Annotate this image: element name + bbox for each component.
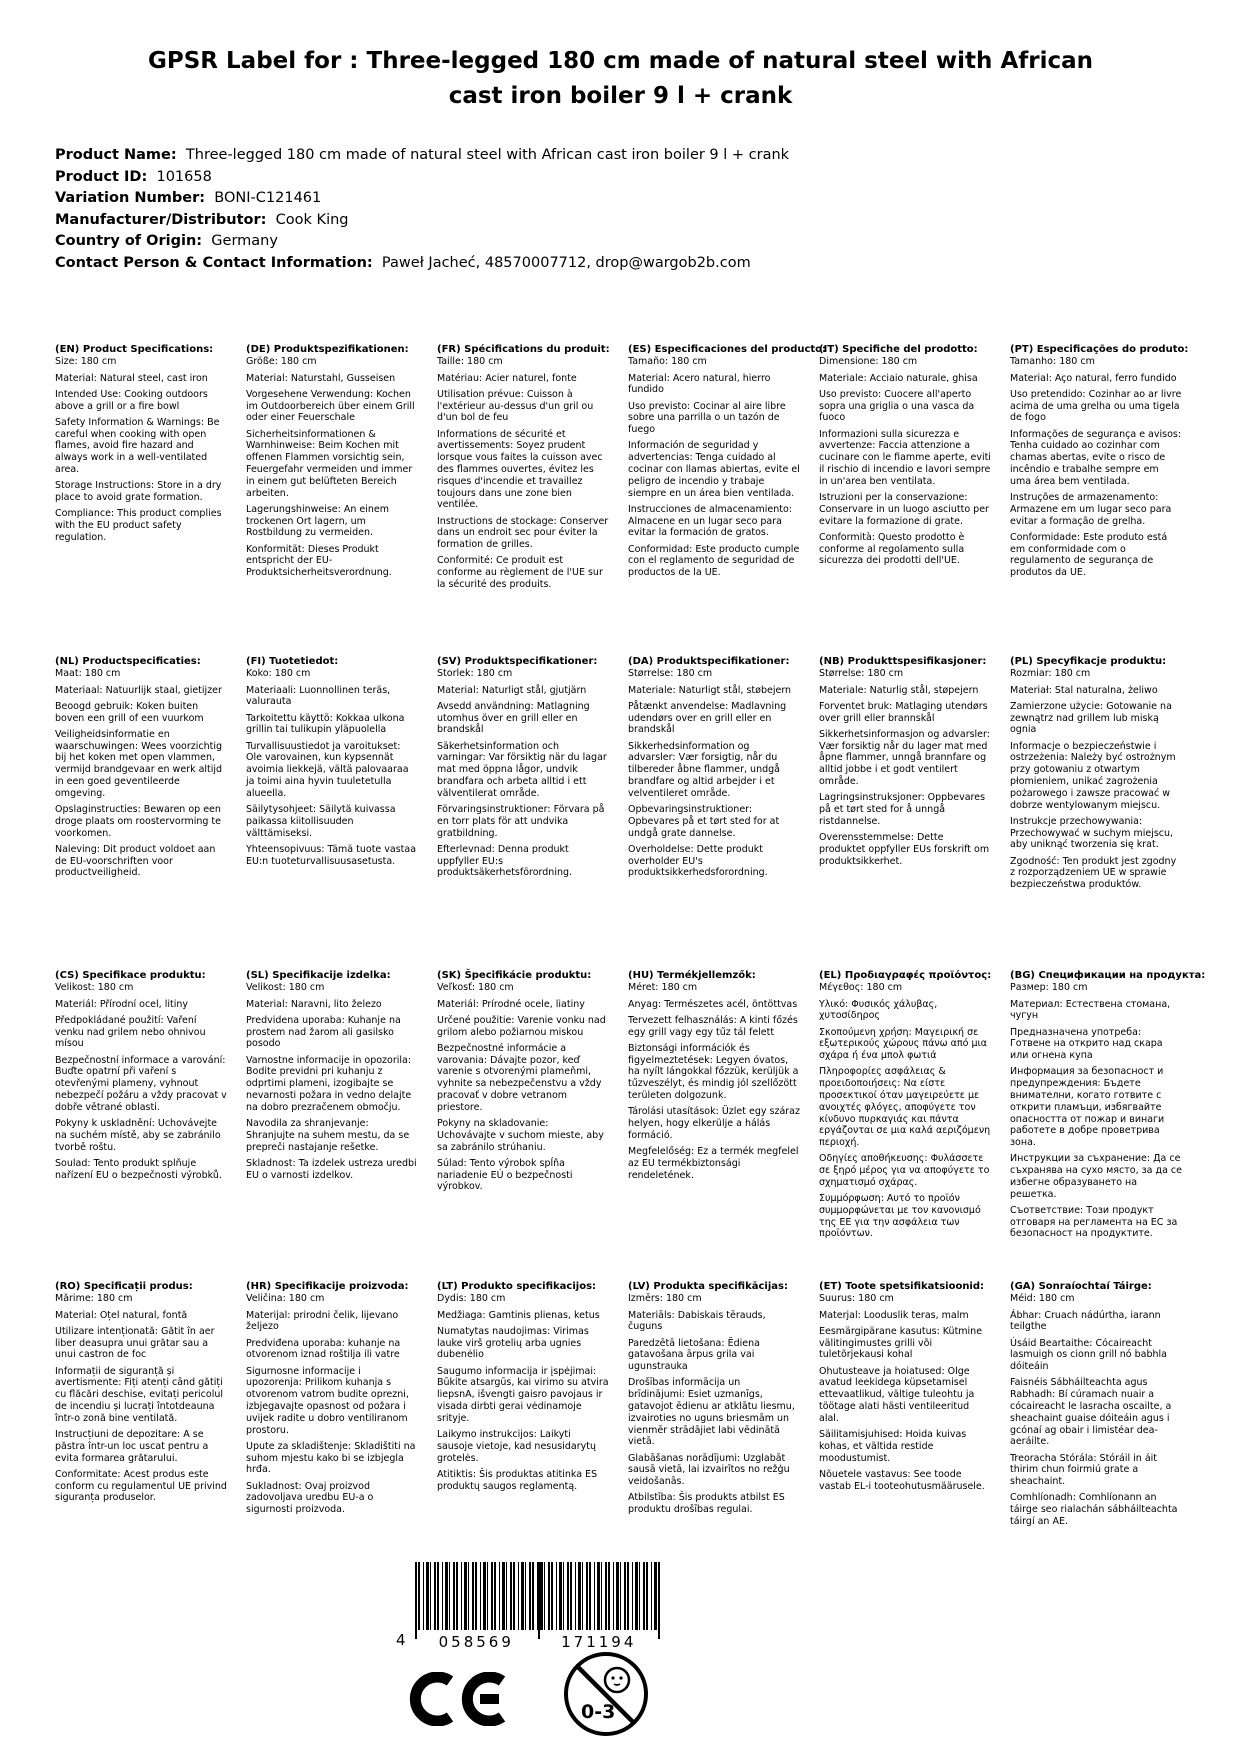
spec-paragraph: Varnostne informacije in opozorila: Bodite previdni pri kuhanju z odprtimi plameni, izogibajte se nevarnosti požara in vedno delajte na dobro prezračenem območju. [246, 1054, 412, 1113]
spec-paragraph: Opslaginstructies: Bewaren op een droge plaats om roostervorming te voorkomen. [55, 804, 221, 839]
info-value: Paweł Jacheć, 48570007712, drop@wargob2b.com [372, 254, 751, 271]
spec-paragraph: Uso previsto: Cocinar al aire libre sobre una parrilla o un tazón de fuego [628, 400, 786, 436]
spec-paragraph: Nõuetele vastavus: See toode vastab EL-i tooteohutusmäärusele. [819, 1468, 985, 1492]
spec-paragraph: Intended Use: Cooking outdoors above a grill or a fire bowl [55, 388, 208, 412]
spec-paragraph: Vorgesehene Verwendung: Kochen im Outdoorbereich über einem Grill oder einer Feuerschale [246, 388, 415, 424]
spec-paragraph: Säkerhetsinformation och varningar: Var försiktig när du lagar mat med öppna lågor, undvik brandfara och arbeta alltid i ett välventilerat område. [437, 740, 607, 799]
spec-paragraph: Predvidena uporaba: Kuhanje na prostem nad žarom ali gasilsko posodo [246, 1014, 401, 1050]
language-block-heading: (FI) Tuotetiedot: [246, 656, 339, 667]
spec-paragraph: Compliance: This product complies with the EU product safety regulation. [55, 508, 222, 543]
spec-paragraph: Material: Naturligt stål, gjutjärn [437, 684, 587, 696]
spec-paragraph: Material: Oțel natural, fontă [55, 1309, 188, 1321]
language-block-heading: (SL) Specifikacije izdelka: [246, 970, 391, 981]
language-block-heading: (LT) Produkto specifikacijos: [437, 1281, 597, 1292]
age-warning-label: 0-3 [581, 1701, 616, 1723]
spec-paragraph: Matériau: Acier naturel, fonte [437, 372, 577, 384]
spec-paragraph: Tamanho: 180 cm [1010, 356, 1095, 368]
language-block-sv [437, 656, 609, 970]
spec-paragraph: Размер: 180 cm [1010, 982, 1088, 994]
spec-paragraph: Förvaringsinstruktioner: Förvara på en torr plats för att undvika gratbildning. [437, 804, 605, 839]
spec-paragraph: Mărime: 180 cm [55, 1293, 133, 1305]
info-value: Germany [202, 233, 278, 249]
spec-paragraph: Předpokládané použití: Vaření venku nad grilem nebo ohnivou mísou [55, 1014, 206, 1050]
spec-paragraph: Ábhar: Cruach nádúrtha, iarann teilgthe [1010, 1309, 1161, 1333]
language-block-heading: (PL) Specyfikacje produktu: [1010, 656, 1167, 667]
spec-paragraph: Istruzioni per la conservazione: Conservare in un luogo asciutto per evitare la formazione di grate. [819, 492, 989, 527]
barcode-digits [396, 1631, 660, 1651]
spec-paragraph: Säilytysohjeet: Säilytä kuivassa paikassa kiitollisuuden välttämiseksi. [246, 804, 396, 839]
ce-mark-icon [406, 1672, 510, 1726]
barcode-guard-right [658, 1562, 660, 1639]
spec-paragraph: Informations de sécurité et avertissements: Soyez prudent lorsque vous faites la cuisson avec des flammes ouvertes, évitez les risques d'incendie et travaillez toujours dans une zone bien ventilée. [437, 428, 603, 511]
spec-paragraph: Upute za skladištenje: Skladištiti na suhom mjestu kako bi se izbjegla hrđa. [246, 1440, 416, 1476]
language-block-heading: (IT) Specifiche del prodotto: [819, 344, 978, 355]
language-block-pt [1010, 344, 1189, 656]
spec-paragraph: Conformidade: Este produto está em conformidade com o regulamento de segurança de produtos da UE. [1010, 531, 1168, 579]
spec-paragraph: Instrukcje przechowywania: Przechowywać w suchym miejscu, aby uniknąć tworzenia się krat. [1010, 815, 1174, 851]
spec-paragraph: Pokyny k uskladnění: Uchovávejte na suchém místě, aby se zabránilo tvorbě roštu. [55, 1118, 221, 1153]
spec-paragraph: Sikkerhedsinformation og advarsler: Vær forsigtig, når du tilbereder åbne flammer, undgå brandfare og altid arbejder i et velventileret område. [628, 740, 780, 799]
info-field [55, 145, 1201, 167]
spec-paragraph: Dimensione: 180 cm [819, 356, 918, 368]
page-title: GPSR Label for : Three-legged 180 cm made of natural steel with African cast iron boiler 9 l + crank [148, 48, 1093, 109]
spec-paragraph: Conformità: Questo prodotto è conforme al regolamento sulla sicurezza dei prodotti dell'UE. [819, 531, 965, 567]
spec-paragraph: Conformitate: Acest produs este conform cu regulamentul UE privind siguranța produselor. [55, 1468, 227, 1504]
spec-paragraph: Utilisation prévue: Cuisson à l'extérieur au-dessus d'un gril ou d'un bol de feu [437, 388, 594, 424]
info-value: 101658 [147, 168, 212, 185]
spec-paragraph: Maat: 180 cm [55, 668, 121, 680]
spec-paragraph: Σκοπούμενη χρήση: Μαγειρική σε εξωτερικούς χώρους πάνω από μια σχάρα ή ένα μπολ φωτιά [819, 1026, 987, 1062]
spec-paragraph: Tervezett felhasználás: A kinti főzés egy grill vagy egy tűz tál felett [628, 1014, 798, 1038]
language-block-sk [437, 970, 609, 1281]
language-block-heading: (EL) Προδιαγραφές προϊόντος: [819, 970, 992, 981]
spec-paragraph: Materiale: Acciaio naturale, ghisa [819, 372, 978, 384]
spec-paragraph: Veiligheidsinformatie en waarschuwingen: Wees voorzichtig bij het koken met open vlammen, vermijd brandgevaar en werk altijd in een goed geventileerde omgeving. [55, 728, 223, 799]
language-block-hu [628, 970, 800, 1281]
spec-paragraph: Uso previsto: Cuocere all'aperto sopra una griglia o una vasca da fuoco [819, 388, 975, 424]
spec-paragraph: Uso pretendido: Cozinhar ao ar livre acima de uma grelha ou uma tigela de fogo [1010, 388, 1182, 424]
language-block-heading: (GA) Sonraíochtaí Táirge: [1010, 1281, 1152, 1292]
language-block-heading: (EN) Product Specifications: [55, 344, 214, 355]
spec-paragraph: Určené použitie: Varenie vonku nad grilom alebo požiarnou miskou [437, 1014, 606, 1038]
language-block-heading: (FR) Spécifications du produit: [437, 344, 610, 355]
spec-paragraph: Rozmiar: 180 cm [1010, 668, 1091, 680]
spec-paragraph: Glabāšanas norādījumi: Uzglabāt sausā vietā, lai izvairītos no režģu veidošanās. [628, 1452, 790, 1488]
info-label: Product Name: [55, 147, 177, 163]
spec-paragraph: Pokyny na skladovanie: Uchovávajte v suchom mieste, aby sa zabránilo strúhaniu. [437, 1118, 604, 1153]
spec-paragraph: Atitiktis: Šis produktas atitinka ES produktų saugos reglamentą. [437, 1468, 598, 1492]
language-block-heading: (LV) Produkta specifikācijas: [628, 1281, 788, 1292]
info-value: Three-legged 180 cm made of natural steel with African cast iron boiler 9 l + crank [176, 147, 790, 163]
spec-paragraph: Lagerungshinweise: An einem trockenen Ort lagern, um Rostbildung zu vermeiden. [246, 503, 390, 539]
spec-paragraph: Skladnost: Ta izdelek ustreza uredbi EU o varnosti izdelkov. [246, 1157, 417, 1181]
spec-paragraph: Sikkerhetsinformasjon og advarsler: Vær forsiktig når du lager mat med åpne flammer, unngå brannfare og alltid jobbe i et godt ventilert område. [819, 728, 990, 788]
spec-paragraph: Comhlíonadh: Comhlíonann an táirge seo rialachán sábháilteachta táirgí an AE. [1010, 1492, 1178, 1527]
spec-paragraph: Tamaño: 180 cm [628, 356, 707, 368]
language-block-lv [628, 1281, 800, 1528]
language-block-el [819, 970, 991, 1281]
spec-paragraph: Información de seguridad y advertencias: Tenga cuidado al cocinar con llamas abiertas, evite el peligro de incendio y trabaje siempre en un área bien ventilada. [628, 440, 800, 499]
spec-paragraph: Suurus: 180 cm [819, 1293, 894, 1305]
language-block-bg [1010, 970, 1206, 1281]
spec-paragraph: Påtænkt anvendelse: Madlavning udendørs over en grill eller en brandskål [628, 700, 787, 736]
info-field [55, 210, 1201, 232]
spec-paragraph: Safety Information & Warnings: Be careful when cooking with open flames, avoid fire hazard and always work in a well-ventilated area. [55, 416, 220, 476]
spec-paragraph: Avsedd användning: Matlagning utomhus över en grill eller en brandskål [437, 700, 590, 736]
spec-paragraph: Overholdelse: Dette produkt overholder EU's produktsikkerhedsforordning. [628, 843, 768, 879]
spec-paragraph: Conformidad: Este producto cumple con el reglamento de seguridad de productos de la UE. [628, 543, 800, 579]
language-block-pl [1010, 656, 1182, 970]
language-block-es [628, 344, 827, 656]
language-block-fi [246, 656, 418, 970]
barcode-bars-icon [415, 1562, 660, 1630]
spec-paragraph: Material: Naturstahl, Gusseisen [246, 372, 396, 384]
language-block-heading: (SK) Špecifikácie produktu: [437, 970, 592, 981]
language-block-ga [1010, 1281, 1182, 1528]
spec-paragraph: Ohutusteave ja hoiatused: Olge avatud leekidega küpsetamisel ettevaatlikud, vältige tuleohtu ja töötage alati hästi ventileeritud alal. [819, 1365, 975, 1424]
spec-paragraph: Materiál: Přírodní ocel, litiny [55, 998, 188, 1010]
spec-paragraph: Forventet bruk: Matlaging utendørs over grill eller brannskål [819, 700, 988, 724]
spec-paragraph: Sukladnost: Ovaj proizvod zadovoljava uredbu EU-a o sigurnosti proizvoda. [246, 1480, 374, 1516]
spec-paragraph: Numatytas naudojimas: Virimas lauke virš grotelių arba ugnies dubenėlio [437, 1325, 589, 1361]
spec-paragraph: Yhteensopivuus: Tämä tuote vastaa EU:n tuoteturvallisuusasetusta. [246, 843, 417, 867]
spec-paragraph: Material: Natural steel, cast iron [55, 372, 208, 384]
spec-paragraph: Tarkoitettu käyttö: Kokkaa ulkona grillin tai tulikupin yläpuolella [246, 712, 405, 736]
spec-paragraph: Predviđena uporaba: kuhanje na otvorenom iznad roštilja ili vatre [246, 1337, 401, 1361]
spec-paragraph: Zamierzone użycie: Gotowanie na zewnątrz nad grillem lub miską ognia [1010, 700, 1172, 736]
language-block-nl [55, 656, 227, 970]
spec-paragraph: Laikymo instrukcijos: Laikyti sausoje vietoje, kad nesusidarytų grotelės. [437, 1429, 596, 1464]
info-label: Contact Person & Contact Information: [55, 254, 373, 271]
spec-paragraph: Instrucțiuni de depozitare: A se păstra într-un loc uscat pentru a evita formarea grătarului. [55, 1429, 209, 1464]
spec-paragraph: Eesmärgipärane kasutus: Kütmine välitingimustes grilli või tuletõrjekausi kohal [819, 1325, 983, 1361]
spec-paragraph: Velikost: 180 cm [246, 982, 325, 994]
info-label: Variation Number: [55, 190, 206, 206]
spec-paragraph: Instrucciones de almacenamiento: Almacene en un lugar seco para evitar la formación de gratos. [628, 503, 792, 539]
language-block-nb [819, 656, 991, 970]
info-value: BONI-C121461 [205, 190, 322, 206]
language-block-fr [437, 344, 609, 656]
language-block-heading: (HR) Specifikacije proizvoda: [246, 1281, 409, 1292]
info-field [55, 167, 1201, 189]
spec-paragraph: Materjal: Looduslik teras, malm [819, 1309, 969, 1321]
spec-paragraph: Съответствие: Този продукт отговаря на регламента на ЕС за безопасност на продуктите. [1010, 1204, 1178, 1240]
spec-paragraph: Materiaali: Luonnollinen teräs, valurauta [246, 684, 391, 708]
spec-paragraph: Izmērs: 180 cm [628, 1293, 702, 1305]
spec-paragraph: Συμμόρφωση: Αυτό το προϊόν συμμορφώνεται με τον κανονισμό της ΕΕ για την ασφάλεια των προϊόντων. [819, 1193, 981, 1240]
spec-paragraph: Информация за безопасност и предупреждения: Бъдете внимателни, когато готвите с открити пламъци, избягвайте опасността от пожар и винаги работете в добре проветрива зона. [1010, 1066, 1165, 1149]
spec-paragraph: Storage Instructions: Store in a dry place to avoid grate formation. [55, 480, 222, 504]
spec-paragraph: Size: 180 cm [55, 356, 117, 368]
spec-paragraph: Conformité: Ce produit est conforme au règlement de l'UE sur la sécurité des produits. [437, 555, 603, 590]
spec-paragraph: Informații de siguranță și avertismente: Fiți atenți când gătiți cu flăcări deschise, evitați pericolul de incendiu și lucrați întotdeauna într-o zonă bine ventilată. [55, 1365, 224, 1424]
spec-paragraph: Treoracha Stórála: Stóráil in áit thirim chun foirmiú grate a sheachaint. [1010, 1452, 1158, 1488]
spec-paragraph: Veličina: 180 cm [246, 1293, 325, 1305]
spec-paragraph: Sicherheitsinformationen & Warnhinweise: Beim Kochen mit offenen Flammen vorsichtig sein, Feuergefahr vermeiden und immer in einem gut belüfteten Bereich arbeiten. [246, 428, 413, 499]
info-field [55, 231, 1201, 253]
spec-paragraph: Velikost: 180 cm [55, 982, 134, 994]
spec-paragraph: Paredzētā lietošana: Ēdiena gatavošana ārpus grila vai ugunstrauka [628, 1337, 760, 1373]
spec-paragraph: Μέγεθος: 180 cm [819, 982, 903, 994]
language-block-hr [246, 1281, 418, 1528]
spec-paragraph: Bezpečnostné informácie a varovania: Dávajte pozor, keď varenie s otvorenými plameňmi, vyhnite sa nebezpečenstvu a vždy pracovať v dobre vetranom priestore. [437, 1042, 602, 1113]
spec-paragraph: Materiale: Naturlig stål, støpejern [819, 684, 979, 696]
product-info [55, 145, 1201, 274]
spec-paragraph: Инструкции за съхранение: Да се съхранява на сухо място, за да се избегне образуването на решетка. [1010, 1153, 1182, 1200]
spec-paragraph: Material: Aço natural, ferro fundido [1010, 372, 1177, 384]
spec-paragraph: Størrelse: 180 cm [819, 668, 904, 680]
language-block-sl [246, 970, 418, 1281]
language-block-heading: (ES) Especificaciones del producto: [628, 344, 827, 355]
spec-paragraph: Súlad: Tento výrobok spĺňa nariadenie EÚ o bezpečnosti výrobkov. [437, 1157, 573, 1193]
spec-paragraph: Materiaal: Natuurlijk staal, gietijzer [55, 684, 222, 696]
spec-paragraph: Instructions de stockage: Conserver dans un endroit sec pour éviter la formation de grilles. [437, 515, 609, 551]
language-block-heading: (NB) Produkttspesifikasjoner: [819, 656, 987, 667]
spec-paragraph: Größe: 180 cm [246, 356, 317, 368]
spec-paragraph: Instruções de armazenamento: Armazene em um lugar seco para evitar a formação de grelha. [1010, 492, 1172, 527]
spec-paragraph: Materiale: Naturligt stål, støbejern [628, 684, 792, 696]
language-block-et [819, 1281, 991, 1528]
language-block-heading: (DA) Produktspecifikationer: [628, 656, 790, 667]
spec-paragraph: Materiał: Stal naturalna, żeliwo [1010, 684, 1158, 696]
language-grid [55, 344, 1206, 1528]
language-block-de [246, 344, 418, 656]
language-block-heading: (PT) Especificações do produto: [1010, 344, 1189, 355]
spec-paragraph: Saugumo informacija ir įspėjimai: Būkite atsargūs, kai virimo su atvira liepsnA, išvengti gaisro pavojaus ir visada dirbti gerai vėdinamoje srityje. [437, 1365, 609, 1424]
spec-paragraph: Beoogd gebruik: Koken buiten boven een grill of een vuurkom [55, 700, 204, 724]
spec-paragraph: Material: Acero natural, hierro fundido [628, 372, 771, 396]
language-block-ro [55, 1281, 227, 1528]
spec-paragraph: Materijal: prirodni čelik, lijevano željezo [246, 1309, 399, 1333]
spec-paragraph: Soulad: Tento produkt splňuje nařízení EU o bezpečnosti výrobků. [55, 1157, 222, 1181]
spec-paragraph: Zgodność: Ten produkt jest zgodny z rozporządzeniem UE w sprawie bezpieczeństwa produktów. [1010, 855, 1177, 891]
spec-paragraph: Megfelelőség: Ez a termék megfelel az EU termékbiztonsági rendeletének. [628, 1146, 799, 1181]
spec-paragraph: Biztonsági információk és figyelmeztetések: Legyen óvatos, ha nyílt lángokkal főzzük, kerüljük a tűzveszélyt, és mindig jól szellőzött területen dolgozunk. [628, 1042, 799, 1102]
language-block-heading: (NL) Productspecificaties: [55, 656, 201, 667]
spec-paragraph: Utilizare intenționată: Gătit în aer liber deasupra unui grătar sau a unui castron de foc [55, 1325, 215, 1361]
language-block-heading: (RO) Specificații produs: [55, 1281, 193, 1292]
info-label: Product ID: [55, 168, 148, 185]
spec-paragraph: Informacje o bezpieczeństwie i ostrzeżenia: Należy być ostrożnym przy gotowaniu z otwartym płomieniem, unikać zagrożenia pożarowego i zawsze pracować w dobrze wentylowanym miejscu. [1010, 740, 1176, 811]
barcode-guard-middle [538, 1562, 540, 1639]
barcode-digit-group-2: 171194 [561, 1633, 637, 1651]
language-block-heading: (CS) Specifikace produktu: [55, 970, 206, 981]
spec-paragraph: Méret: 180 cm [628, 982, 698, 994]
barcode-digit-lead: 4 [396, 1631, 406, 1649]
spec-paragraph: Størrelse: 180 cm [628, 668, 713, 680]
spec-paragraph: Turvallisuustiedot ja varoitukset: Ole varovainen, kun kypsennät avoimia liekkejä, vältä palovaaraa ja toimi aina hyvin tuuletetulla alueella. [246, 740, 409, 799]
language-block-da [628, 656, 800, 970]
info-value: Cook King [266, 211, 349, 228]
spec-paragraph: Veľkosť: 180 cm [437, 982, 514, 994]
spec-paragraph: Πληροφορίες ασφάλειας & προειδοποιήσεις: Να είστε προσεκτικοί όταν μαγειρεύετε με ανοιχτές φλόγες, αποφύγετε τον κίνδυνο πυρκαγιάς και πάντα εργάζονται σε μια καλά αεριζόμενη περιοχή. [819, 1066, 991, 1149]
spec-paragraph: Υλικό: Φυσικός χάλυβας, χυτοσίδηρος [819, 998, 938, 1022]
info-label: Country of Origin: [55, 233, 203, 249]
language-block-heading: (DE) Produktspezifikationen: [246, 344, 409, 355]
language-block-heading: (BG) Спецификации на продукта: [1010, 970, 1206, 981]
spec-paragraph: Bezpečnostní informace a varování: Buďte opatrní při vaření s otevřenými plameny, vyhnout nebezpečí požáru a vždy pracovat v dobře větrané oblasti. [55, 1054, 227, 1113]
barcode-guard-left [415, 1562, 417, 1639]
spec-paragraph: Efterlevnad: Denna produkt uppfyller EU:s produktsäkerhetsförordning. [437, 843, 573, 879]
spec-paragraph: Informazioni sulla sicurezza e avvertenze: Faccia attenzione a cucinare con le fiamme aperte, eviti il rischio di incendio e lavori sempre in un'area ben ventilata. [819, 428, 991, 487]
spec-paragraph: Предназначена употреба: Готвене на открито над скара или огнена купа [1010, 1026, 1163, 1062]
language-block-lt [437, 1281, 609, 1528]
spec-paragraph: Storlek: 180 cm [437, 668, 513, 680]
spec-paragraph: Drošības informācija un brīdinājumi: Esiet uzmanīgs, gatavojot ēdienu ar atklātu liesmu, izvairoties no uguns briesmām un vienmēr strādājiet labi vēdinātā vietā. [628, 1377, 795, 1448]
spec-paragraph: Säilitamisjuhised: Hoida kuivas kohas, et vältida restide moodustumist. [819, 1429, 967, 1464]
spec-paragraph: Faisnéis Sábháilteachta agus Rabhadh: Bí cúramach nuair a cócaireacht le lasracha oscailte, a sheachaint guaise dóiteáin agus i gcónaí ag obair i limistéar dea-aeráilte. [1010, 1377, 1172, 1448]
spec-paragraph: Sigurnosne informacije i upozorenja: Prilikom kuhanja s otvorenom vatrom budite oprezni, izbjegavajte opasnost od požara i uvijek radite u dobro ventiliranom prostoru. [246, 1365, 409, 1436]
language-block-heading: (HU) Termékjellemzők: [628, 970, 756, 981]
language-block-heading: (SV) Produktspecifikationer: [437, 656, 598, 667]
language-block-en [55, 344, 227, 656]
spec-paragraph: Méid: 180 cm [1010, 1293, 1075, 1305]
spec-paragraph: Atbilstība: Šis produkts atbilst ES produktu drošības regulai. [628, 1492, 785, 1516]
spec-paragraph: Materiál: Prírodné ocele, liatiny [437, 998, 585, 1010]
spec-paragraph: Lagringsinstruksjoner: Oppbevares på et tørt sted for å unngå ristdannelse. [819, 792, 986, 827]
spec-paragraph: Úsáid Beartaithe: Cócaireacht lasmuigh os cionn grill nó babhla dóiteáin [1010, 1337, 1168, 1373]
language-block-heading: (ET) Toote spetsifikatsioonid: [819, 1281, 985, 1292]
spec-paragraph: Taille: 180 cm [437, 356, 503, 368]
spec-paragraph: Konformität: Dieses Produkt entspricht der EU-Produktsicherheitsverordnung. [246, 543, 392, 579]
spec-paragraph: Informações de segurança e avisos: Tenha cuidado ao cozinhar com chamas abertas, evite o risco de incêndio e trabalhe sempre em uma área bem ventilada. [1010, 428, 1182, 487]
info-field [55, 188, 1201, 210]
spec-paragraph: Koko: 180 cm [246, 668, 311, 680]
spec-paragraph: Material: Naravni, lito železo [246, 998, 382, 1010]
spec-paragraph: Dydis: 180 cm [437, 1293, 506, 1305]
spec-paragraph: Naleving: Dit product voldoet aan de EU-voorschriften voor productveiligheid. [55, 843, 216, 879]
spec-paragraph: Opbevaringsinstruktioner: Opbevares på et tørt sted for at undgå grate dannelse. [628, 804, 780, 839]
info-label: Manufacturer/Distributor: [55, 211, 267, 228]
spec-paragraph: Navodila za shranjevanje: Shranjujte na suhem mestu, da se prepreči nastajanje rešetke. [246, 1118, 410, 1153]
spec-paragraph: Tárolási utasítások: Üzlet egy száraz helyen, hogy elkerülje a hálás formáció. [628, 1106, 800, 1141]
barcode [396, 1562, 660, 1651]
spec-paragraph: Материал: Естествена стомана, чугун [1010, 998, 1171, 1022]
spec-paragraph: Οδηγίες αποθήκευσης: Φυλάσσετε σε ξηρό μέρος για να αποφύγετε το σχηματισμό σχάρας. [819, 1153, 990, 1188]
spec-paragraph: Overensstemmelse: Dette produktet oppfyller EUs forskrift om produktsikkerhet. [819, 832, 990, 867]
age-warning-0-3-icon [562, 1650, 650, 1738]
spec-paragraph: Anyag: Természetes acél, öntöttvas [628, 998, 798, 1010]
spec-paragraph: Materiāls: Dabiskais tērauds, čuguns [628, 1309, 766, 1333]
info-field [55, 253, 1201, 275]
language-block-cs [55, 970, 227, 1281]
barcode-digit-group-1: 058569 [438, 1633, 514, 1651]
language-block-it [819, 344, 991, 656]
spec-paragraph: Medžiaga: Gamtinis plienas, ketus [437, 1309, 600, 1321]
